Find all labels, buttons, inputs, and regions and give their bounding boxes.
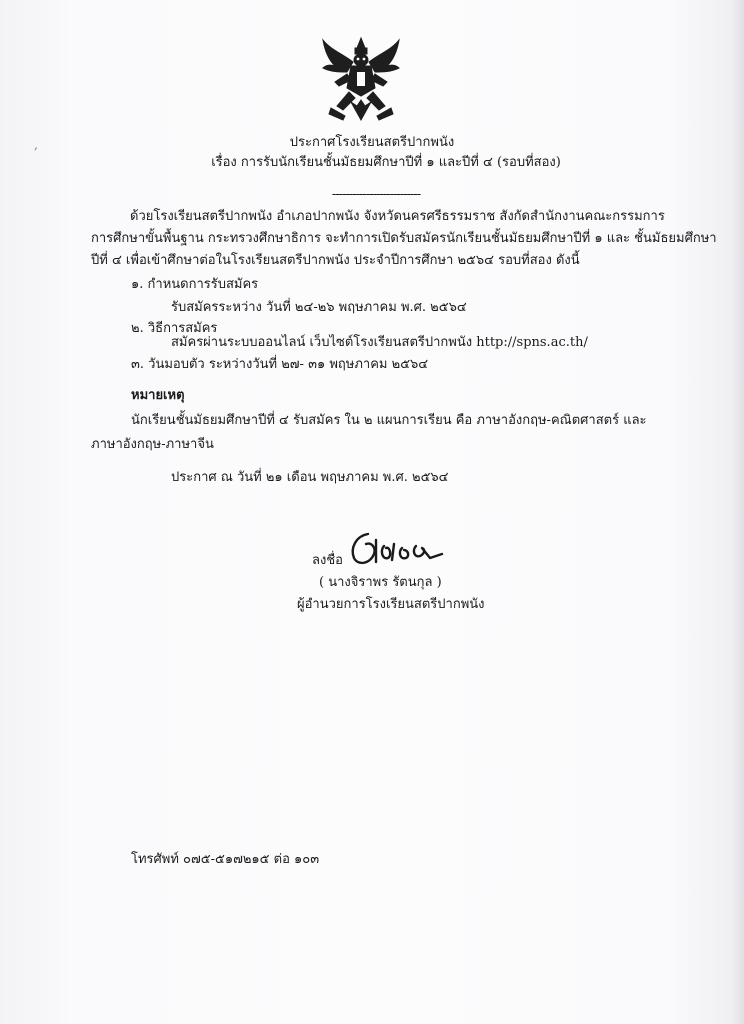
remark-line-1: นักเรียนชั้นมัธยมศึกษาปีที่ ๔ รับสมัคร ใน ๒ แผนการเรียน คือ ภาษาอังกฤษ-คณิตศาสตร์ และ (131, 413, 647, 428)
announcement-subject: เรื่อง การรับนักเรียนชั้นมัธยมศึกษาปีที่ ๑ และปีที่ ๔ (รอบที่สอง) (211, 155, 561, 170)
item-1-heading: ๑. กำหนดการรับสมัคร (131, 277, 259, 292)
handwritten-signature-icon (346, 528, 456, 570)
announcement-title: ประกาศโรงเรียนสตรีปากพนัง (289, 135, 455, 150)
separator-line: -------------------------- (331, 187, 421, 202)
intro-line-1: ด้วยโรงเรียนสตรีปากพนัง อำเภอปากพนัง จังหวัดนครศรีธรรมราช สังกัดสำนักงานคณะกรรมการ (130, 209, 665, 224)
intro-line-2: การศึกษาขั้นพื้นฐาน กระทรวงศึกษาธิการ จะทำการเปิดรับสมัครนักเรียนชั้นมัธยมศึกษาปีที่ ๑ และ ชั้นมัธยมศึกษา (91, 231, 717, 246)
item-2-detail: สมัครผ่านระบบออนไลน์ เว็บไซต์โรงเรียนสตรีปากพนัง http://spns.ac.th/ (171, 335, 588, 350)
remark-line-2: ภาษาอังกฤษ-ภาษาจีน (91, 437, 214, 452)
stray-mark: , (34, 138, 38, 152)
intro-line-3: ปีที่ ๔ เพื่อเข้าศึกษาต่อในโรงเรียนสตรีปากพนัง ประจำปีการศึกษา ๒๕๖๔ รอบที่สอง ดังนี้ (91, 253, 580, 268)
announced-date: ประกาศ ณ วันที่ ๒๑ เดือน พฤษภาคม พ.ศ. ๒๕๖๔ (171, 470, 449, 485)
signer-position: ผู้อำนวยการโรงเรียนสตรีปากพนัง (297, 597, 485, 612)
item-3-heading: ๓. วันมอบตัว ระหว่างวันที่ ๒๗- ๓๑ พฤษภาคม ๒๕๖๔ (131, 357, 429, 372)
sign-label: ลงชื่อ (312, 553, 343, 568)
footer-phone: โทรศัพท์ ๐๗๕-๕๑๗๒๑๕ ต่อ ๑๐๓ (131, 852, 320, 867)
garuda-emblem-icon (321, 36, 401, 122)
item-2-heading: ๒. วิธีการสมัคร (131, 321, 218, 336)
remark-heading: หมายเหตุ (131, 388, 185, 403)
item-1-detail: รับสมัครระหว่าง วันที่ ๒๔-๒๖ พฤษภาคม พ.ศ. ๒๕๖๔ (171, 300, 467, 315)
signer-name: ( นางจิราพร รัตนกุล ) (319, 575, 442, 590)
